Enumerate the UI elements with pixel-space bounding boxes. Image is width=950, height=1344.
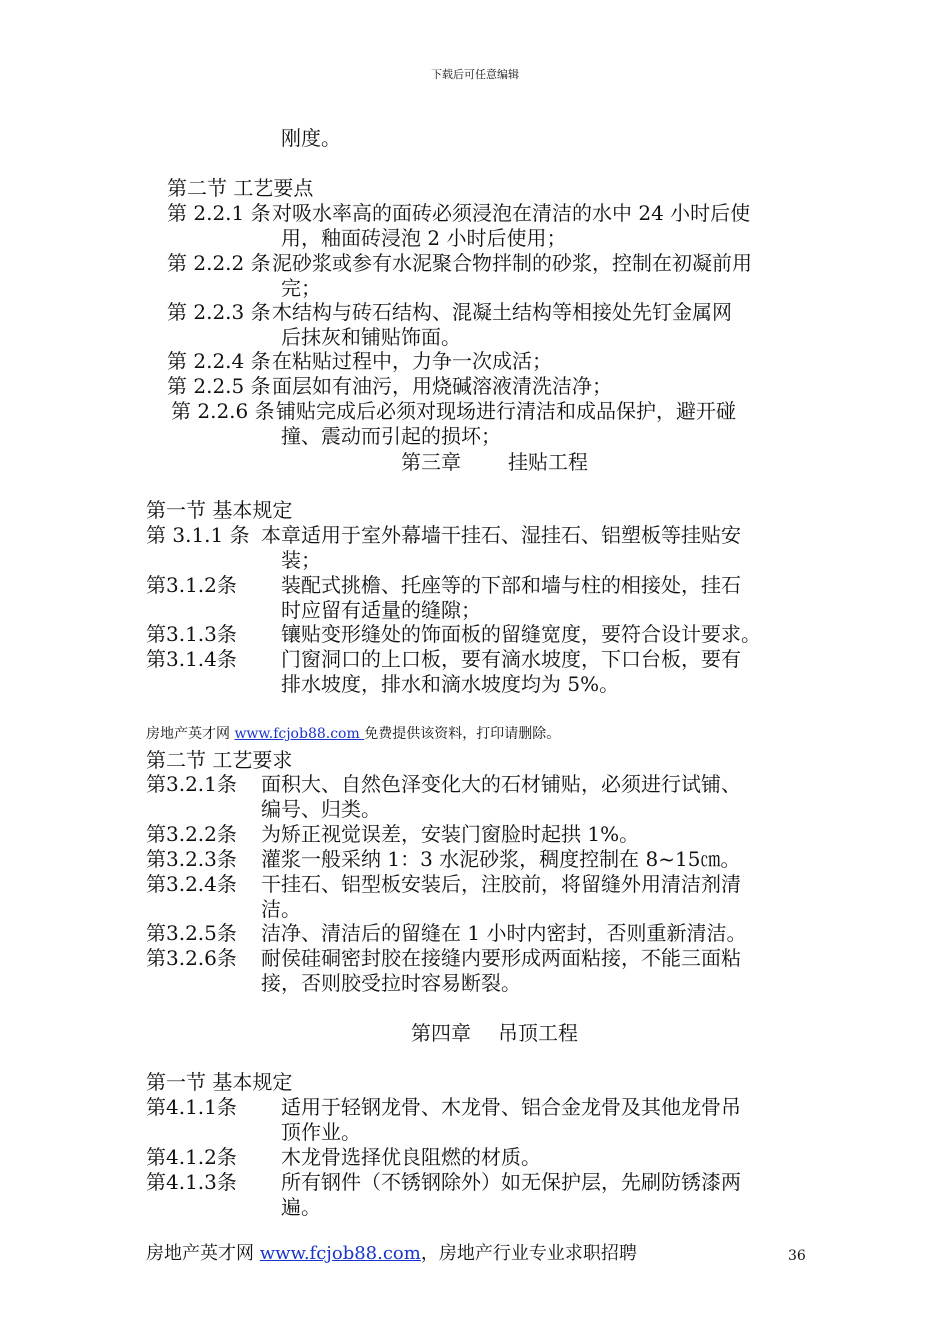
clause-text-cont: 完； [281,276,321,300]
clause-text: 木结构与砖石结构、混凝土结构等相接处先钉金属网 [272,300,732,324]
clause-text: 木龙骨选择优良阻燃的材质。 [281,1145,541,1169]
promo-prefix: 房地产英才网 [146,726,235,742]
clause-number: 第 2.2.6 条 [171,399,275,423]
clause-text: 为矫正视觉误差，安装门窗脸时起拱 1%。 [261,822,640,846]
clause-text: 洁净、清洁后的留缝在 1 小时内密封，否则重新清洁。 [261,921,747,945]
section-title: 第一节 基本规定 [146,498,293,522]
clause-text: 铺贴完成后必须对现场进行清洁和成品保护，避开碰 [276,399,736,423]
page-number: 36 [788,1248,806,1264]
clause-number: 第 2.2.5 条 [167,374,271,398]
clause-number: 第3.2.5条 [146,921,237,945]
clause-text: 门窗洞口的上口板，要有滴水坡度，下口台板，要有 [281,647,741,671]
clause-number: 第 2.2.3 条 [167,300,271,324]
clause-number: 第 3.1.1 条 [146,523,250,547]
clause-number: 第4.1.1条 [146,1095,237,1119]
clause-number: 第 2.2.1 条 [167,201,271,225]
clause-text-cont: 接，否则胶受拉时容易断裂。 [261,971,521,995]
promo-link[interactable]: www.fcjob88.com [234,726,365,742]
header-note: 下载后可任意编辑 [431,68,519,81]
clause-text: 干挂石、铝型板安装后，注胶前，将留缝外用清洁剂清 [261,872,741,896]
clause-number: 第 2.2.2 条 [167,251,271,275]
clause-text: 镶贴变形缝处的饰面板的留缝宽度，要符合设计要求。 [281,622,761,646]
clause-text: 所有钢件（不锈钢除外）如无保护层，先刷防锈漆两 [281,1170,741,1194]
clause-text: 泥砂浆或参有水泥聚合物拌制的砂浆，控制在初凝前用 [272,251,752,275]
clause-text: 耐侯硅硐密封胶在接缝内要形成两面粘接，不能三面粘 [261,946,741,970]
section-title: 第二节 工艺要求 [146,748,293,772]
clause-text-cont: 顶作业。 [281,1120,361,1144]
clause-text-cont: 用，釉面砖浸泡 2 小时后使用； [281,226,567,250]
clause-text-cont: 装； [281,548,321,572]
chapter-title: 吊顶工程 [498,1021,578,1045]
footer-suffix: ，房地产行业专业求职招聘 [420,1243,637,1264]
clause-number: 第 2.2.4 条 [167,349,271,373]
clause-text: 适用于轻钢龙骨、木龙骨、铝合金龙骨及其他龙骨吊 [281,1095,741,1119]
clause-text-cont: 时应留有适量的缝隙； [281,598,481,622]
clause-number: 第3.1.4条 [146,647,237,671]
clause-text-cont: 编号、归类。 [261,797,381,821]
clause-text-cont: 后抹灰和铺贴饰面。 [281,325,461,349]
clause-number: 第3.2.6条 [146,946,237,970]
clause-number: 第4.1.2条 [146,1145,237,1169]
clause-text-cont: 遍。 [281,1195,321,1219]
clause-number: 第3.2.3条 [146,847,237,871]
footer-text [146,1243,637,1265]
footer-link[interactable]: www.fcjob88.com [259,1243,421,1264]
clause-text: 灌浆一般采纳 1：3 水泥砂浆，稠度控制在 8~15㎝。 [261,847,741,871]
clause-text: 本章适用于室外幕墙干挂石、湿挂石、铝塑板等挂贴安 [261,523,741,547]
chapter-number: 第四章 [411,1021,471,1045]
clause-number: 第3.2.1条 [146,772,237,796]
footer-prefix: 房地产英才网 [146,1243,260,1264]
chapter-number: 第三章 [401,450,461,474]
promo-suffix: 免费提供该资料，打印请删除。 [364,726,561,742]
clause-text: 对吸水率高的面砖必须浸泡在清洁的水中 24 小时后使 [272,201,751,225]
clause-text-cont: 排水坡度，排水和滴水坡度均为 5%。 [281,672,620,696]
clause-number: 第3.2.2条 [146,822,237,846]
clause-text: 面积大、自然色泽变化大的石材铺贴，必须进行试铺、 [261,772,741,796]
paragraph-text: 刚度。 [281,126,341,150]
clause-text: 面层如有油污，用烧碱溶液清洗洁净； [272,374,612,398]
clause-number: 第4.1.3条 [146,1170,237,1194]
clause-number: 第3.2.4条 [146,872,237,896]
clause-text: 装配式挑檐、托座等的下部和墙与柱的相接处，挂石 [281,573,741,597]
section-title: 第二节 工艺要点 [167,176,314,200]
promo-line [146,725,560,743]
clause-text: 在粘贴过程中，力争一次成活； [272,349,552,373]
clause-text-cont: 撞、震动而引起的损坏； [281,424,501,448]
clause-text-cont: 洁。 [261,897,301,921]
section-title: 第一节 基本规定 [146,1070,293,1094]
chapter-title: 挂贴工程 [508,450,588,474]
clause-number: 第3.1.3条 [146,622,237,646]
clause-number: 第3.1.2条 [146,573,237,597]
